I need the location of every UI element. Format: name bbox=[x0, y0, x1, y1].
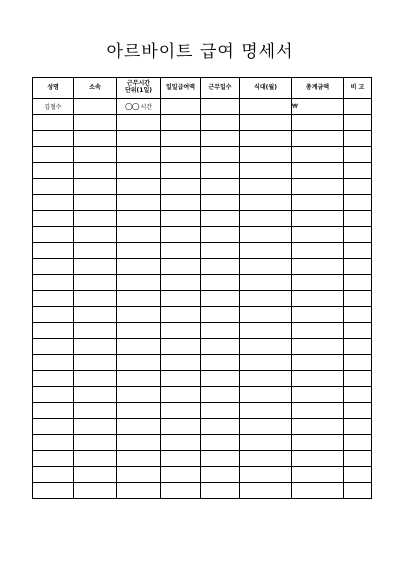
table-row bbox=[33, 403, 372, 419]
cell-name[interactable] bbox=[33, 451, 74, 467]
table-row bbox=[33, 355, 372, 371]
table-row bbox=[33, 243, 372, 259]
cell-name[interactable] bbox=[33, 227, 74, 243]
cell-daily-pay[interactable] bbox=[161, 307, 201, 323]
cell-note[interactable] bbox=[344, 99, 372, 115]
cell-meal[interactable] bbox=[240, 371, 292, 387]
cell-daily-pay[interactable] bbox=[161, 451, 201, 467]
cell-work-days[interactable] bbox=[201, 451, 240, 467]
cell-total[interactable] bbox=[292, 291, 344, 307]
cell-work-days[interactable] bbox=[201, 435, 240, 451]
header-total: 총계금액 bbox=[292, 78, 344, 99]
cell-name[interactable] bbox=[33, 435, 74, 451]
hours-unit: 시간 bbox=[140, 103, 153, 111]
cell-hours[interactable] bbox=[117, 307, 161, 323]
cell-meal[interactable] bbox=[240, 211, 292, 227]
cell-daily-pay[interactable] bbox=[161, 387, 201, 403]
cell-name[interactable] bbox=[33, 419, 74, 435]
cell-daily-pay[interactable] bbox=[161, 339, 201, 355]
cell-note[interactable] bbox=[344, 339, 372, 355]
cell-total[interactable] bbox=[292, 467, 344, 483]
table-row bbox=[33, 99, 372, 115]
table-row bbox=[33, 211, 372, 227]
cell-work-days[interactable] bbox=[201, 99, 240, 115]
cell-hours[interactable] bbox=[117, 323, 161, 339]
cell-meal[interactable] bbox=[240, 339, 292, 355]
table-row bbox=[33, 483, 372, 499]
cell-meal[interactable] bbox=[240, 243, 292, 259]
cell-total[interactable] bbox=[292, 339, 344, 355]
cell-note[interactable] bbox=[344, 179, 372, 195]
table-row bbox=[33, 467, 372, 483]
cell-meal[interactable] bbox=[240, 355, 292, 371]
cell-hours[interactable] bbox=[117, 147, 161, 163]
cell-dept[interactable] bbox=[74, 451, 117, 467]
cell-daily-pay[interactable] bbox=[161, 435, 201, 451]
cell-note[interactable] bbox=[344, 371, 372, 387]
cell-dept[interactable] bbox=[74, 323, 117, 339]
cell-daily-pay[interactable] bbox=[161, 147, 201, 163]
cell-total[interactable] bbox=[292, 275, 344, 291]
cell-work-days[interactable] bbox=[201, 387, 240, 403]
cell-daily-pay[interactable] bbox=[161, 355, 201, 371]
cell-dept[interactable] bbox=[74, 99, 117, 115]
cell-dept[interactable] bbox=[74, 419, 117, 435]
cell-meal[interactable] bbox=[240, 163, 292, 179]
cell-meal[interactable] bbox=[240, 99, 292, 115]
cell-meal[interactable] bbox=[240, 307, 292, 323]
cell-work-days[interactable] bbox=[201, 291, 240, 307]
cell-meal[interactable] bbox=[240, 387, 292, 403]
cell-total[interactable] bbox=[292, 307, 344, 323]
cell-work-days[interactable] bbox=[201, 467, 240, 483]
cell-work-days[interactable] bbox=[201, 163, 240, 179]
cell-hours[interactable] bbox=[117, 275, 161, 291]
cell-note[interactable] bbox=[344, 355, 372, 371]
cell-name[interactable] bbox=[33, 179, 74, 195]
cell-total[interactable] bbox=[292, 179, 344, 195]
cell-hours[interactable] bbox=[117, 259, 161, 275]
cell-note[interactable] bbox=[344, 147, 372, 163]
cell-note[interactable] bbox=[344, 211, 372, 227]
table-row bbox=[33, 291, 372, 307]
cell-dept[interactable] bbox=[74, 483, 117, 499]
cell-work-days[interactable] bbox=[201, 339, 240, 355]
cell-hours[interactable] bbox=[117, 435, 161, 451]
cell-dept[interactable] bbox=[74, 339, 117, 355]
cell-note[interactable] bbox=[344, 403, 372, 419]
cell-dept[interactable] bbox=[74, 291, 117, 307]
header-hours-line1: 근무시간 bbox=[126, 80, 151, 88]
cell-name[interactable] bbox=[33, 371, 74, 387]
cell-note[interactable] bbox=[344, 387, 372, 403]
cell-total[interactable] bbox=[292, 483, 344, 499]
cell-total[interactable] bbox=[292, 211, 344, 227]
cell-dept[interactable] bbox=[74, 355, 117, 371]
cell-name[interactable] bbox=[33, 195, 74, 211]
cell-hours[interactable] bbox=[117, 195, 161, 211]
cell-dept[interactable] bbox=[74, 275, 117, 291]
cell-name[interactable]: 김철수 bbox=[33, 99, 74, 115]
cell-hours[interactable] bbox=[117, 403, 161, 419]
cell-daily-pay[interactable] bbox=[161, 467, 201, 483]
cell-name[interactable] bbox=[33, 131, 74, 147]
cell-meal[interactable] bbox=[240, 147, 292, 163]
cell-daily-pay[interactable] bbox=[161, 195, 201, 211]
header-meal: 식대(월) bbox=[240, 78, 292, 99]
hours-symbol: ○○ bbox=[124, 101, 139, 112]
table-row bbox=[33, 435, 372, 451]
cell-daily-pay[interactable] bbox=[161, 291, 201, 307]
cell-name[interactable] bbox=[33, 211, 74, 227]
cell-hours[interactable] bbox=[117, 339, 161, 355]
cell-meal[interactable] bbox=[240, 451, 292, 467]
table-row bbox=[33, 259, 372, 275]
cell-dept[interactable] bbox=[74, 195, 117, 211]
cell-total[interactable] bbox=[292, 419, 344, 435]
cell-note[interactable] bbox=[344, 275, 372, 291]
cell-work-days[interactable] bbox=[201, 115, 240, 131]
table-row bbox=[33, 115, 372, 131]
cell-total[interactable] bbox=[292, 147, 344, 163]
table-row bbox=[33, 195, 372, 211]
cell-name[interactable] bbox=[33, 243, 74, 259]
cell-work-days[interactable] bbox=[201, 323, 240, 339]
cell-daily-pay[interactable] bbox=[161, 403, 201, 419]
cell-daily-pay[interactable] bbox=[161, 259, 201, 275]
cell-note[interactable] bbox=[344, 419, 372, 435]
cell-daily-pay[interactable] bbox=[161, 163, 201, 179]
table-row bbox=[33, 163, 372, 179]
cell-total[interactable] bbox=[292, 323, 344, 339]
cell-meal[interactable] bbox=[240, 403, 292, 419]
cell-note[interactable] bbox=[344, 435, 372, 451]
cell-note[interactable] bbox=[344, 467, 372, 483]
cell-note[interactable] bbox=[344, 291, 372, 307]
cell-hours[interactable] bbox=[117, 483, 161, 499]
cell-note[interactable] bbox=[344, 195, 372, 211]
cell-dept[interactable] bbox=[74, 435, 117, 451]
cell-meal[interactable] bbox=[240, 179, 292, 195]
cell-work-days[interactable] bbox=[201, 243, 240, 259]
cell-name[interactable] bbox=[33, 163, 74, 179]
cell-total[interactable] bbox=[292, 195, 344, 211]
cell-dept[interactable] bbox=[74, 227, 117, 243]
cell-name[interactable] bbox=[33, 339, 74, 355]
cell-name[interactable] bbox=[33, 483, 74, 499]
header-hours-line2: 단위(1일) bbox=[124, 87, 153, 94]
cell-total[interactable] bbox=[292, 163, 344, 179]
header-note: 비 고 bbox=[344, 78, 372, 99]
header-work-days: 근무일수 bbox=[201, 78, 240, 99]
cell-hours[interactable] bbox=[117, 419, 161, 435]
cell-total[interactable] bbox=[292, 403, 344, 419]
cell-work-days[interactable] bbox=[201, 259, 240, 275]
table-row bbox=[33, 451, 372, 467]
cell-hours[interactable] bbox=[117, 99, 161, 115]
cell-dept[interactable] bbox=[74, 115, 117, 131]
cell-name[interactable] bbox=[33, 115, 74, 131]
cell-work-days[interactable] bbox=[201, 195, 240, 211]
cell-work-days[interactable] bbox=[201, 355, 240, 371]
cell-daily-pay[interactable] bbox=[161, 323, 201, 339]
header-row bbox=[33, 78, 372, 99]
table-row bbox=[33, 227, 372, 243]
cell-hours[interactable] bbox=[117, 467, 161, 483]
cell-total[interactable] bbox=[292, 451, 344, 467]
cell-name[interactable] bbox=[33, 355, 74, 371]
table-row bbox=[33, 275, 372, 291]
cell-hours[interactable] bbox=[117, 387, 161, 403]
cell-note[interactable] bbox=[344, 451, 372, 467]
cell-note[interactable] bbox=[344, 115, 372, 131]
cell-daily-pay[interactable] bbox=[161, 227, 201, 243]
document-title: 아르바이트 급여 명세서 bbox=[106, 42, 294, 62]
cell-meal[interactable] bbox=[240, 195, 292, 211]
table-row bbox=[33, 179, 372, 195]
cell-total[interactable] bbox=[292, 115, 344, 131]
cell-name[interactable] bbox=[33, 307, 74, 323]
cell-note[interactable] bbox=[344, 243, 372, 259]
cell-name[interactable] bbox=[33, 275, 74, 291]
cell-daily-pay[interactable] bbox=[161, 179, 201, 195]
cell-hours[interactable] bbox=[117, 115, 161, 131]
header-dept: 소속 bbox=[74, 78, 117, 99]
table-row bbox=[33, 147, 372, 163]
cell-note[interactable] bbox=[344, 323, 372, 339]
cell-total[interactable]: ₩ bbox=[292, 99, 344, 115]
cell-meal[interactable] bbox=[240, 435, 292, 451]
cell-meal[interactable] bbox=[240, 131, 292, 147]
cell-note[interactable] bbox=[344, 227, 372, 243]
table-row bbox=[33, 323, 372, 339]
cell-name[interactable] bbox=[33, 387, 74, 403]
cell-dept[interactable] bbox=[74, 147, 117, 163]
cell-daily-pay[interactable] bbox=[161, 483, 201, 499]
cell-total[interactable] bbox=[292, 355, 344, 371]
cell-dept[interactable] bbox=[74, 163, 117, 179]
cell-name[interactable] bbox=[33, 323, 74, 339]
cell-dept[interactable] bbox=[74, 131, 117, 147]
cell-dept[interactable] bbox=[74, 403, 117, 419]
cell-note[interactable] bbox=[344, 131, 372, 147]
cell-dept[interactable] bbox=[74, 259, 117, 275]
cell-work-days[interactable] bbox=[201, 403, 240, 419]
cell-hours[interactable] bbox=[117, 131, 161, 147]
cell-total[interactable] bbox=[292, 387, 344, 403]
cell-hours[interactable] bbox=[117, 371, 161, 387]
table-row bbox=[33, 339, 372, 355]
cell-dept[interactable] bbox=[74, 211, 117, 227]
cell-dept[interactable] bbox=[74, 467, 117, 483]
table-row bbox=[33, 307, 372, 323]
cell-total[interactable] bbox=[292, 243, 344, 259]
cell-hours[interactable] bbox=[117, 211, 161, 227]
table-row bbox=[33, 371, 372, 387]
cell-daily-pay[interactable] bbox=[161, 275, 201, 291]
cell-hours[interactable] bbox=[117, 355, 161, 371]
cell-hours[interactable] bbox=[117, 451, 161, 467]
cell-daily-pay[interactable] bbox=[161, 131, 201, 147]
cell-hours[interactable] bbox=[117, 227, 161, 243]
cell-total[interactable] bbox=[292, 259, 344, 275]
cell-dept[interactable] bbox=[74, 371, 117, 387]
cell-dept[interactable] bbox=[74, 243, 117, 259]
cell-work-days[interactable] bbox=[201, 211, 240, 227]
cell-total[interactable] bbox=[292, 131, 344, 147]
cell-work-days[interactable] bbox=[201, 307, 240, 323]
cell-work-days[interactable] bbox=[201, 419, 240, 435]
cell-meal[interactable] bbox=[240, 291, 292, 307]
table-row bbox=[33, 387, 372, 403]
cell-total[interactable] bbox=[292, 435, 344, 451]
cell-meal[interactable] bbox=[240, 419, 292, 435]
cell-dept[interactable] bbox=[74, 307, 117, 323]
cell-daily-pay[interactable] bbox=[161, 99, 201, 115]
cell-name[interactable] bbox=[33, 291, 74, 307]
cell-note[interactable] bbox=[344, 483, 372, 499]
cell-work-days[interactable] bbox=[201, 179, 240, 195]
cell-meal[interactable] bbox=[240, 259, 292, 275]
cell-daily-pay[interactable] bbox=[161, 371, 201, 387]
cell-meal[interactable] bbox=[240, 467, 292, 483]
cell-hours[interactable] bbox=[117, 291, 161, 307]
cell-name[interactable] bbox=[33, 403, 74, 419]
cell-meal[interactable] bbox=[240, 323, 292, 339]
cell-name[interactable] bbox=[33, 147, 74, 163]
cell-work-days[interactable] bbox=[201, 131, 240, 147]
cell-work-days[interactable] bbox=[201, 147, 240, 163]
cell-meal[interactable] bbox=[240, 275, 292, 291]
cell-hours[interactable] bbox=[117, 163, 161, 179]
header-name: 성명 bbox=[33, 78, 74, 99]
cell-name[interactable] bbox=[33, 467, 74, 483]
payroll-table bbox=[32, 77, 372, 499]
table-row bbox=[33, 131, 372, 147]
cell-dept[interactable] bbox=[74, 179, 117, 195]
cell-daily-pay[interactable] bbox=[161, 243, 201, 259]
cell-name[interactable] bbox=[33, 259, 74, 275]
cell-daily-pay[interactable] bbox=[161, 211, 201, 227]
cell-work-days[interactable] bbox=[201, 227, 240, 243]
header-hours bbox=[117, 78, 161, 99]
cell-note[interactable] bbox=[344, 163, 372, 179]
cell-work-days[interactable] bbox=[201, 483, 240, 499]
cell-dept[interactable] bbox=[74, 387, 117, 403]
cell-meal[interactable] bbox=[240, 227, 292, 243]
cell-meal[interactable] bbox=[240, 115, 292, 131]
header-daily-pay: 일일급여액 bbox=[161, 78, 201, 99]
cell-meal[interactable] bbox=[240, 483, 292, 499]
cell-hours[interactable] bbox=[117, 179, 161, 195]
cell-note[interactable] bbox=[344, 307, 372, 323]
cell-hours[interactable] bbox=[117, 243, 161, 259]
cell-note[interactable] bbox=[344, 259, 372, 275]
cell-total[interactable] bbox=[292, 227, 344, 243]
cell-work-days[interactable] bbox=[201, 371, 240, 387]
cell-total[interactable] bbox=[292, 371, 344, 387]
table-row bbox=[33, 419, 372, 435]
cell-work-days[interactable] bbox=[201, 275, 240, 291]
cell-daily-pay[interactable] bbox=[161, 419, 201, 435]
cell-daily-pay[interactable] bbox=[161, 115, 201, 131]
